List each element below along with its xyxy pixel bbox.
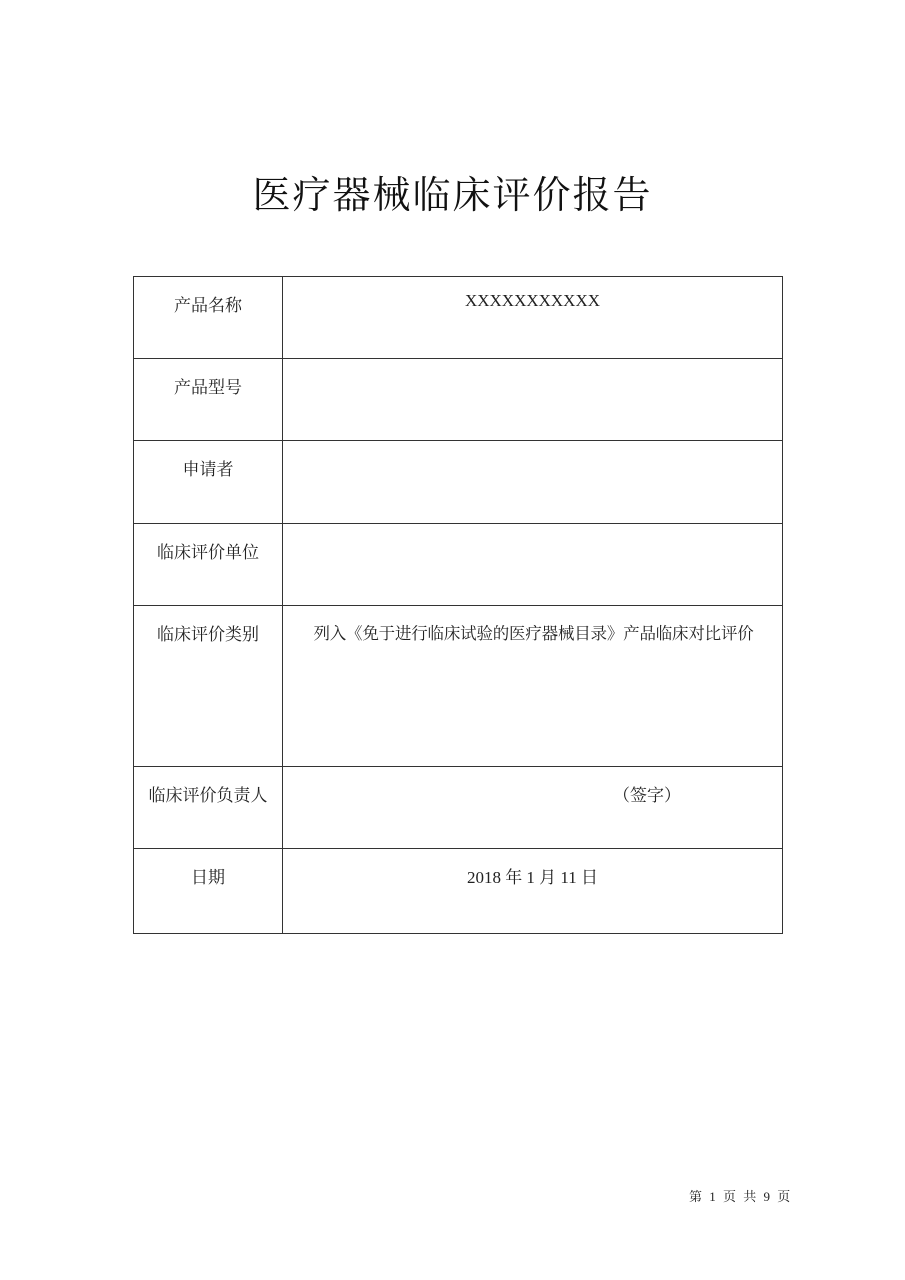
table-row-product-name [134,277,783,359]
table-row-evaluation-lead [134,767,783,849]
document-title: 医疗器械临床评价报告 [252,173,653,217]
evaluation-category-value: 列入《免于进行临床试验的医疗器械目录》产品临床对比评价 [283,606,783,767]
applicant-value [283,441,783,524]
evaluation-lead-label: 临床评价负责人 [134,767,283,849]
page-number-footer: 第 1 页 共 9 页 [689,1189,791,1204]
product-name-value: XXXXXXXXXXX [283,277,783,359]
product-model-value [283,359,783,441]
table-row-evaluation-category [134,606,783,767]
evaluation-unit-label: 临床评价单位 [134,524,283,606]
signature-placeholder: （签字） [283,767,783,849]
evaluation-unit-value [283,524,783,606]
table-row-date [134,849,783,934]
date-label: 日期 [134,849,283,934]
date-value: 2018 年 1 月 11 日 [283,849,783,934]
product-name-label: 产品名称 [134,277,283,359]
table-row-evaluation-unit [134,524,783,606]
table-row-product-model [134,359,783,441]
evaluation-info-table [133,276,783,934]
table-row-applicant [134,441,783,524]
product-model-label: 产品型号 [134,359,283,441]
applicant-label: 申请者 [134,441,283,524]
evaluation-category-label: 临床评价类别 [134,606,283,767]
